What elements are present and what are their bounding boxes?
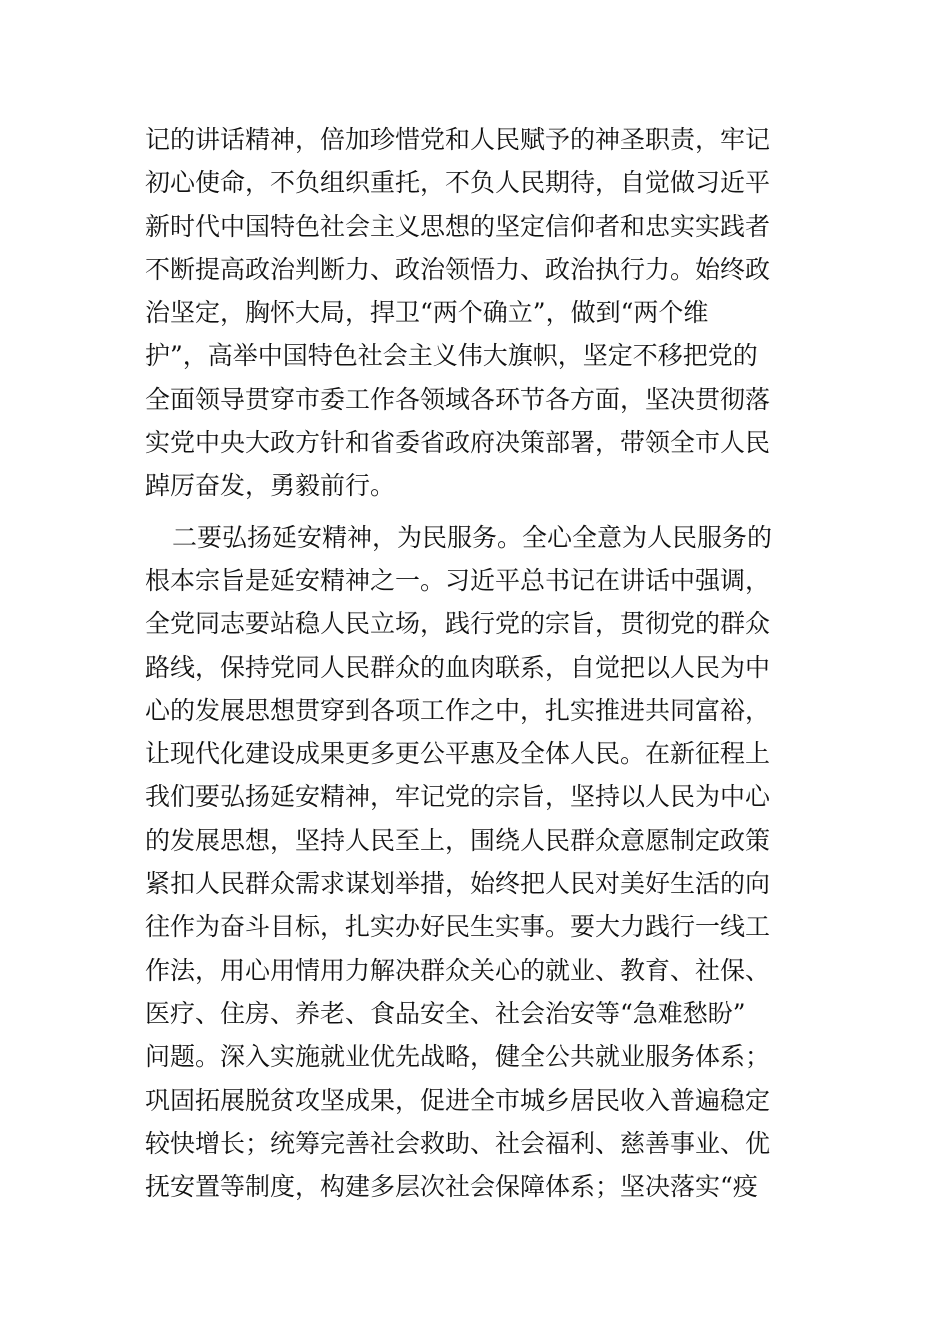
text-line: 紧扣人民群众需求谋划举措，始终把人民对美好生活的向: [145, 869, 771, 899]
text-line: 问题。深入实施就业优先战略，健全公共就业服务体系；: [145, 1042, 771, 1072]
text-line: 不断提高政治判断力、政治领悟力、政治执行力。始终政: [145, 254, 771, 284]
text-line: 护”，高举中国特色社会主义伟大旗帜，坚定不移把党的: [145, 341, 758, 371]
text-line: 初心使命，不负组织重托，不负人民期待，自觉做习近平: [145, 168, 771, 198]
text-line: 踔厉奋发，勇毅前行。: [145, 471, 396, 501]
text-line: 新时代中国特色社会主义思想的坚定信仰者和忠实实践者: [145, 211, 771, 241]
text-line: 全党同志要站稳人民立场，践行党的宗旨，贯彻党的群众: [145, 609, 771, 639]
text-line: 记的讲话精神，倍加珍惜党和人民赋予的神圣职责，牢记: [145, 125, 771, 154]
text-line: 较快增长；统筹完善社会救助、社会福利、慈善事业、优: [145, 1128, 771, 1158]
paragraph-start-line: 二要弘扬延安精神，为民服务。全心全意为人民服务的: [172, 522, 773, 552]
text-line: 往作为奋斗目标，扎实办好民生实事。要大力践行一线工: [145, 912, 771, 942]
text-line: 根本宗旨是延安精神之一。习近平总书记在讲话中强调，: [145, 565, 771, 595]
text-line: 抚安置等制度，构建多层次社会保障体系；坚决落实“疫: [145, 1172, 758, 1202]
text-line: 我们要弘扬延安精神，牢记党的宗旨，坚持以人民为中心: [145, 782, 771, 812]
body-text: [145, 118, 810, 1208]
text-line: 的发展思想，坚持人民至上，围绕人民群众意愿制定政策: [145, 825, 771, 855]
text-line: 全面领导贯穿市委工作各领域各环节各方面，坚决贯彻落: [145, 384, 771, 414]
text-line: 作法，用心用情用力解决群众关心的就业、教育、社保、: [145, 955, 771, 985]
text-line: 路线，保持党同人民群众的血肉联系，自觉把以人民为中: [145, 652, 771, 682]
text-line: 心的发展思想贯穿到各项工作之中，扎实推进共同富裕，: [145, 695, 771, 725]
text-line: 巩固拓展脱贫攻坚成果，促进全市城乡居民收入普遍稳定: [145, 1085, 771, 1115]
text-line: 治坚定，胸怀大局，捍卫“两个确立”，做到“两个维: [145, 298, 709, 328]
text-line: 实党中央大政方针和省委省政府决策部署，带领全市人民: [145, 428, 771, 458]
text-line: 医疗、住房、养老、食品安全、社会治安等“急难愁盼”: [145, 998, 746, 1028]
text-line: 让现代化建设成果更多更公平惠及全体人民。在新征程上: [145, 739, 771, 769]
